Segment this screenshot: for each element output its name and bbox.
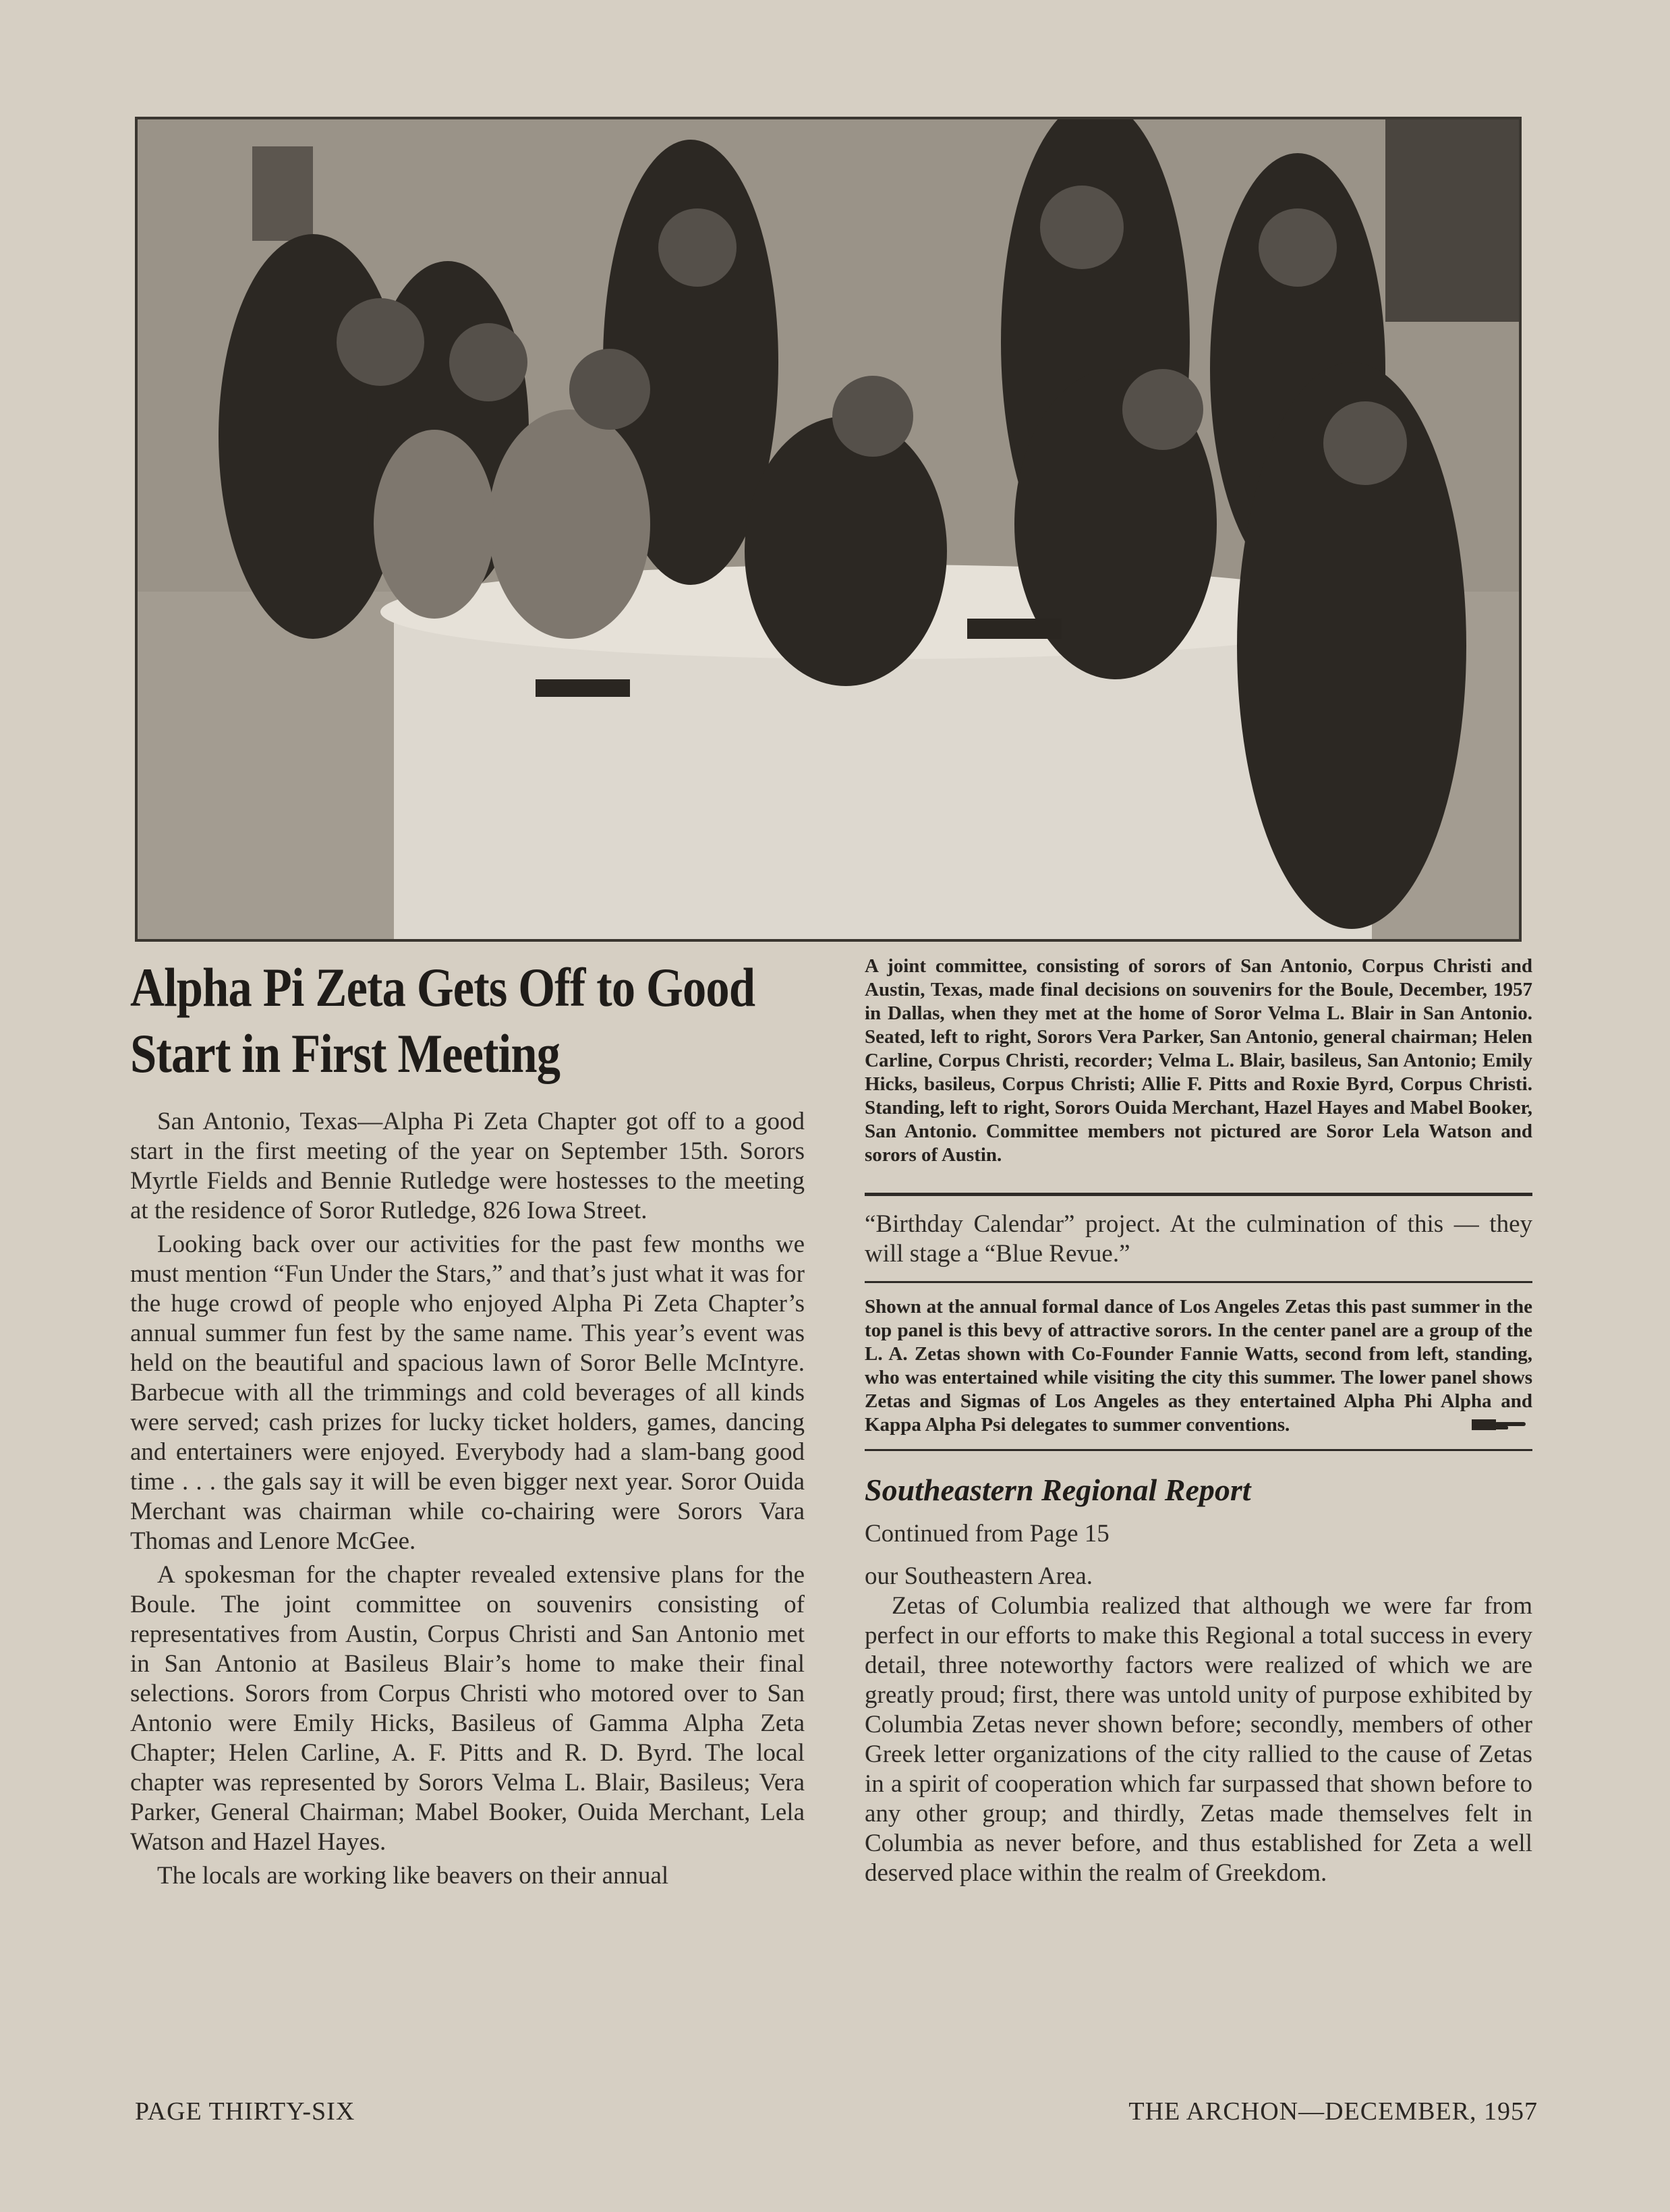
article-paragraph: Looking back over our activities for the past few months we must mention “Fun Under the Stars,” and that’s just what it was for the huge crowd of people who enjoyed Alpha Pi Zeta Chapter’s annual summer fun fest by the same name. This year’s event was held on the beautiful and spacious lawn of Soror Belle McIntyre. Barbecue with all the trimmings and cold beverages of all kinds were served; cash prizes for lucky ticket holders, games, dancing and entertainers were enjoyed. Everybody had a slam-bang good time . . . the gals say it will be even bigger next year. Soror Ouida Merchant was chairman while co-chairing were Sorors Vara Thomas and Lenore McGee.: [130, 1230, 805, 1555]
article-paragraph: The locals are working like beavers on their annual: [157, 1862, 669, 1890]
la-caption-text: Shown at the annual formal dance of Los Angeles Zetas this past summer in the top panel is this bevy of attractive sorors. In the center panel are a group of the L. A. Zetas shown with Co-Founder Fannie Watts, second from left, standing, who was entertained while visiting the city this summer. The lower panel shows Zetas and Sigmas of Los Angeles as they entertained Alpha Phi Alpha and Kappa Alpha Psi delegates to summer conventions.: [865, 1296, 1532, 1436]
continued-from: Continued from Page 15: [865, 1520, 1110, 1548]
divider: [865, 1449, 1532, 1451]
section-paragraph: our Southeastern Area.: [865, 1562, 1093, 1590]
photo-caption: A joint committee, consisting of sorors of San Antonio, Corpus Christi and Austin, Texas, made final decisions on souvenirs for the Boule, December, 1957 in Dallas, when they met at the home of Soror Velma L. Blair in San Antonio. Seated, left to right, Sorors Vera Parker, San Antonio, general chairman; Helen Carline, Corpus Christi, recorder; Velma L. Blair, basileus, San Antonio; Emily Hicks, basileus, Corpus Christi; Allie F. Pitts and Roxie Byrd, Corpus Christi. Standing, left to right, Sorors Ouida Merchant, Hazel Hayes and Mabel Booker, San Antonio. Committee members not pictured are Soror Lela Watson and sorors of Austin.: [865, 955, 1532, 1166]
page-number: PAGE THIRTY-SIX: [135, 2097, 355, 2126]
section-title: Southeastern Regional Report: [865, 1473, 1251, 1507]
right-column: [865, 955, 1532, 1888]
article-paragraph: A spokesman for the chapter revealed extensive plans for the Boule. The joint committee on souvenirs consisting of representatives from Austin, Corpus Christi and San Antonio met in San Antonio at Basileus Blair’s home to make their final selections. Sorors from Corpus Christi who motored over to San Antonio were Emily Hicks, Basileus of Gamma Alpha Zeta Chapter; Helen Carline, A. F. Pitts and R. D. Byrd. The local chapter was represented by Sorors Velma L. Blair, Basileus; Vera Parker, General Chairman; Mabel Booker, Ouida Merchant, Lela Watson and Hazel Hayes.: [130, 1561, 805, 1856]
group-photo: [135, 117, 1522, 942]
divider: [865, 1281, 1532, 1283]
publication-line: THE ARCHON—DECEMBER, 1957: [1128, 2097, 1538, 2126]
article-column: [130, 955, 805, 1895]
pointing-hand-icon: [1472, 1417, 1532, 1432]
photo-illustration: [138, 119, 1519, 939]
section-paragraph: Zetas of Columbia realized that although we were far from perfect in our efforts to make this Regional a total success in every detail, three noteworthy factors were realized of which we are greatly proud; first, there was untold unity of purpose exhibited by Columbia Zetas never shown before; secondly, members of other Greek letter organizations of the city rallied to the cause of Zetas in a spirit of cooperation which far surpassed that shown before to any other group; and thirdly, Zetas made themselves felt in Columbia as never before, and thus established for Zeta a well deserved place within the realm of Greekdom.: [865, 1592, 1532, 1887]
divider: [865, 1193, 1532, 1196]
article-paragraph: San Antonio, Texas—Alpha Pi Zeta Chapter got off to a good start in the first meeting of the year on September 15th. Sorors Myrtle Fields and Bennie Rutledge were hostesses to the meeting at the residence of Soror Rutledge, 826 Iowa Street.: [130, 1108, 805, 1224]
continued-text: “Birthday Calendar” project. At the culmination of this — they will stage a “Blue Revue.”: [865, 1210, 1532, 1268]
la-caption: [865, 1295, 1532, 1437]
headline: Alpha Pi Zeta Gets Off to Good Start in First Meeting: [130, 957, 755, 1084]
